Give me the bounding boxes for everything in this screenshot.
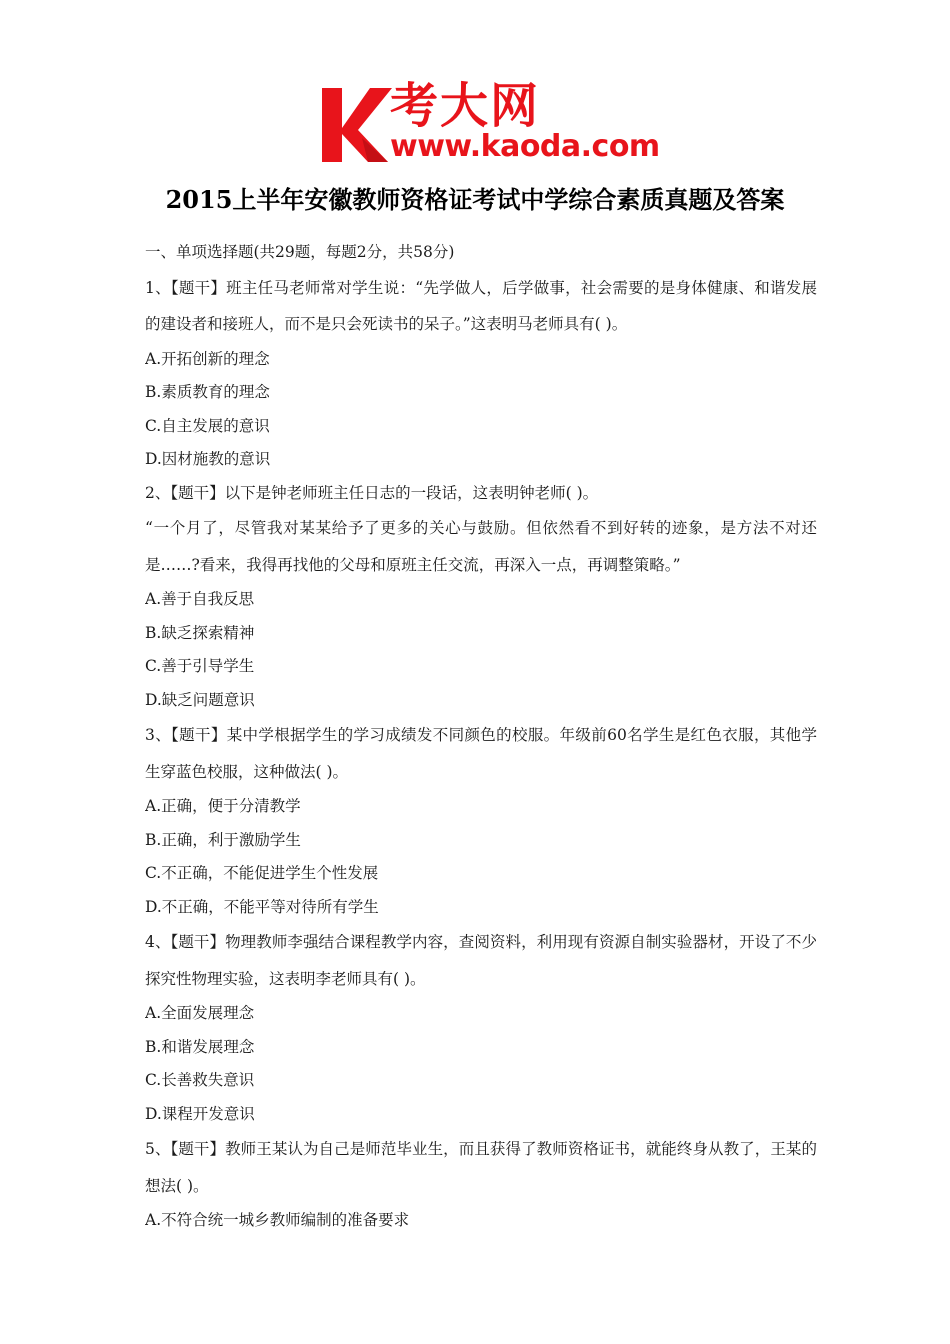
option-5-a: A.不符合统一城乡教师编制的准备要求	[145, 1211, 410, 1229]
question-quote-2: “一个月了，尽管我对某某给予了更多的关心与鼓励。但依然看不到好转的迹象，是方法不对还是……?看来，我得再找他的父母和原班主任交流，再深入一点，再调整策略。”	[145, 519, 817, 574]
option-4-c: C.长善救失意识	[145, 1071, 255, 1089]
question-stem-1: 1、【题干】班主任马老师常对学生说：“先学做人，后学做事，社会需要的是身体健康、和谐发展的建设者和接班人，而不是只会死读书的呆子。”这表明马老师具有( )。	[145, 278, 817, 333]
section-heading: 一、单项选择题(共29题，每题2分，共58分)	[145, 243, 455, 261]
document-title: 2015上半年安徽教师资格证考试中学综合素质真题及答案	[165, 185, 785, 214]
option-2-d: D.缺乏问题意识	[145, 690, 255, 709]
kaoda-logo[interactable]	[318, 78, 660, 166]
option-1-a: A.开拓创新的理念	[145, 349, 270, 368]
option-2-a: A.善于自我反思	[145, 590, 255, 608]
option-4-a: A.全面发展理念	[145, 1004, 255, 1022]
option-3-c: C.不正确，不能促进学生个性发展	[145, 864, 379, 882]
option-2-b: B.缺乏探索精神	[145, 623, 255, 642]
logo-brand-text: 考大网	[390, 78, 541, 134]
option-3-a: A.正确，便于分清教学	[145, 797, 301, 815]
logo-url-text: www.kaoda.com	[390, 129, 660, 164]
option-1-c: C.自主发展的意识	[145, 416, 270, 435]
option-3-d: D.不正确，不能平等对待所有学生	[145, 897, 379, 916]
document-body	[145, 236, 817, 1238]
option-4-d: D.课程开发意识	[145, 1104, 255, 1123]
option-2-c: C.善于引导学生	[145, 657, 255, 675]
question-stem-4: 4、【题干】物理教师李强结合课程教学内容，查阅资料，利用现有资源自制实验器材，开设了不少探究性物理实验，这表明李老师具有( )。	[145, 933, 817, 988]
option-3-b: B.正确，利于激励学生	[145, 830, 301, 849]
option-4-b: B.和谐发展理念	[145, 1037, 255, 1056]
question-stem-2: 2、【题干】以下是钟老师班主任日志的一段话，这表明钟老师( )。	[145, 483, 599, 502]
question-stem-3: 3、【题干】某中学根据学生的学习成绩发不同颜色的校服。年级前60名学生是红色衣服，其他学生穿蓝色校服，这种做法( )。	[145, 726, 817, 781]
option-1-b: B.素质教育的理念	[145, 383, 270, 401]
option-1-d: D.因材施教的意识	[145, 450, 271, 468]
kaoda-k-logo-icon	[318, 78, 398, 166]
question-stem-5: 5、【题干】教师王某认为自己是师范毕业生，而且获得了教师资格证书，就能终身从教了，王某的想法( )。	[145, 1140, 817, 1195]
